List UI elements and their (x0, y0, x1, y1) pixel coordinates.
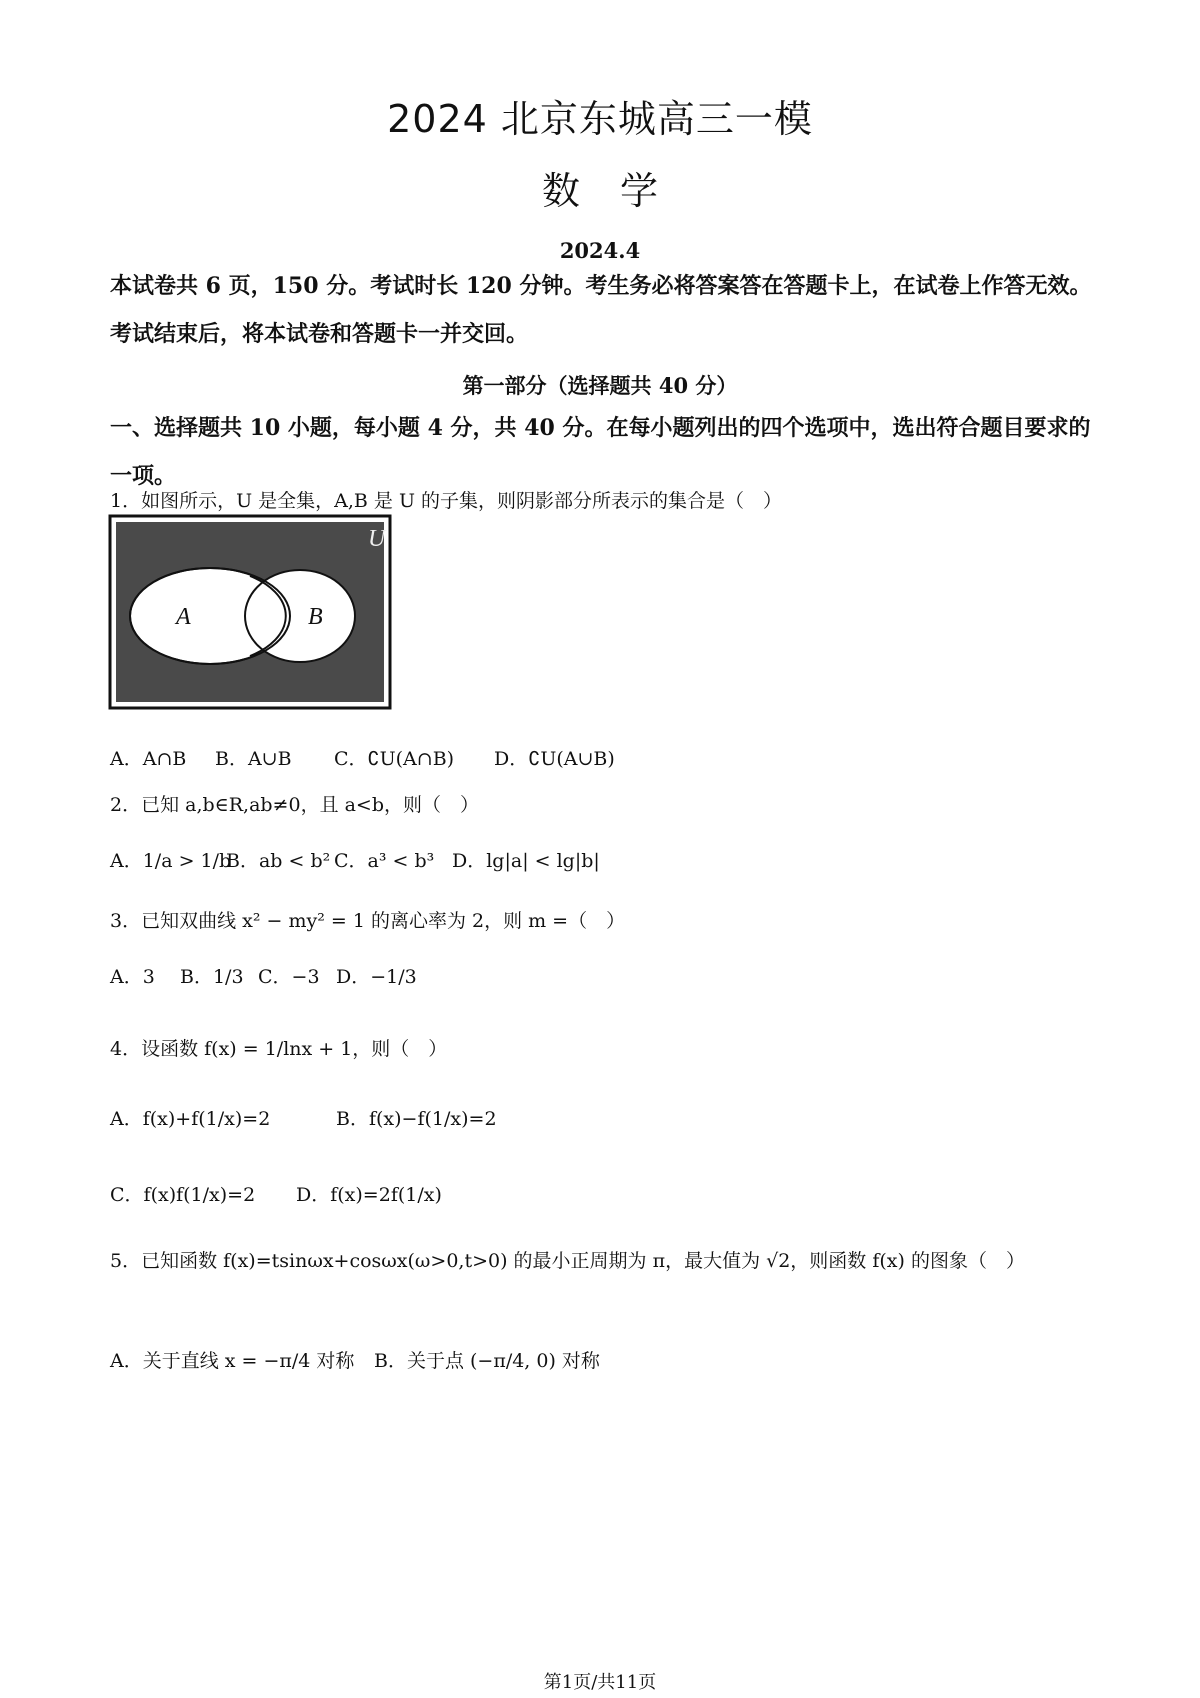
q1-option-d: D．∁U(A∪B) (494, 748, 615, 770)
venn-diagram (108, 514, 392, 710)
q4-option-a: A．f(x)+f(1/x)=2 (110, 1108, 271, 1130)
q1-option-c: C．∁U(A∩B) (334, 748, 455, 770)
q3-option-d: D．−1/3 (336, 966, 417, 988)
q2-option-b: B．ab < b² (226, 850, 331, 872)
q4-option-b: B．f(x)−f(1/x)=2 (336, 1108, 497, 1130)
q3-stem: 3．已知双曲线 x² − my² = 1 的离心率为 2，则 m =（ ） (110, 910, 626, 932)
exam-date: 2024.4 (559, 238, 641, 263)
exam-instructions: 本试卷共 6 页，150 分。考试时长 120 分钟。考生务必将答案答在答题卡上，在试卷上作答无效。考试结束后，将本试卷和答题卡一并交回。 (110, 273, 1092, 347)
q5-option-b: B．关于点 (−π/4, 0) 对称 (374, 1350, 600, 1372)
q3-option-a: A．3 (110, 966, 155, 988)
q2-option-a: A．1/a > 1/b (110, 850, 232, 872)
subject-title: 数学 (541, 169, 698, 213)
q5-option-a: A．关于直线 x = −π/4 对称 (110, 1350, 355, 1372)
q2-stem: 2．已知 a,b∈R,ab≠0，且 a<b，则（ ） (110, 794, 480, 816)
set-b-label: B (308, 604, 323, 630)
q1-option-b: B．A∪B (215, 748, 292, 770)
q1-option-a: A．A∩B (110, 748, 187, 770)
q3-option-b: B．1/3 (180, 966, 244, 988)
q4-option-c: C．f(x)f(1/x)=2 (110, 1184, 256, 1206)
q3-option-c: C．−3 (258, 966, 320, 988)
page-title: 2024 北京东城高三一模 (387, 97, 813, 141)
page-footer: 第1页/共11页 (543, 1672, 657, 1693)
q5-stem: 5．已知函数 f(x)=tsinωx+cosωx(ω>0,t>0) 的最小正周期为 π，最大值为 √2，则函数 f(x) 的图象（ ） (110, 1250, 1025, 1272)
q2-option-c: C．a³ < b³ (334, 850, 435, 872)
section1-instructions: 一、选择题共 10 小题，每小题 4 分，共 40 分。在每小题列出的四个选项中，选出符合题目要求的一项。 (110, 415, 1091, 489)
q4-stem: 4．设函数 f(x) = 1/lnx + 1，则（ ） (110, 1038, 448, 1060)
set-a-label: A (176, 604, 191, 630)
q2-option-d: D．lg|a| < lg|b| (452, 850, 600, 872)
universe-label: U (368, 526, 386, 552)
q4-option-d: D．f(x)=2f(1/x) (296, 1184, 442, 1206)
q1-stem: 1．如图所示，U 是全集，A,B 是 U 的子集，则阴影部分所表示的集合是（ ） (110, 490, 782, 512)
set-b-circle (245, 570, 355, 662)
part1-title: 第一部分（选择题共 40 分） (462, 373, 738, 398)
